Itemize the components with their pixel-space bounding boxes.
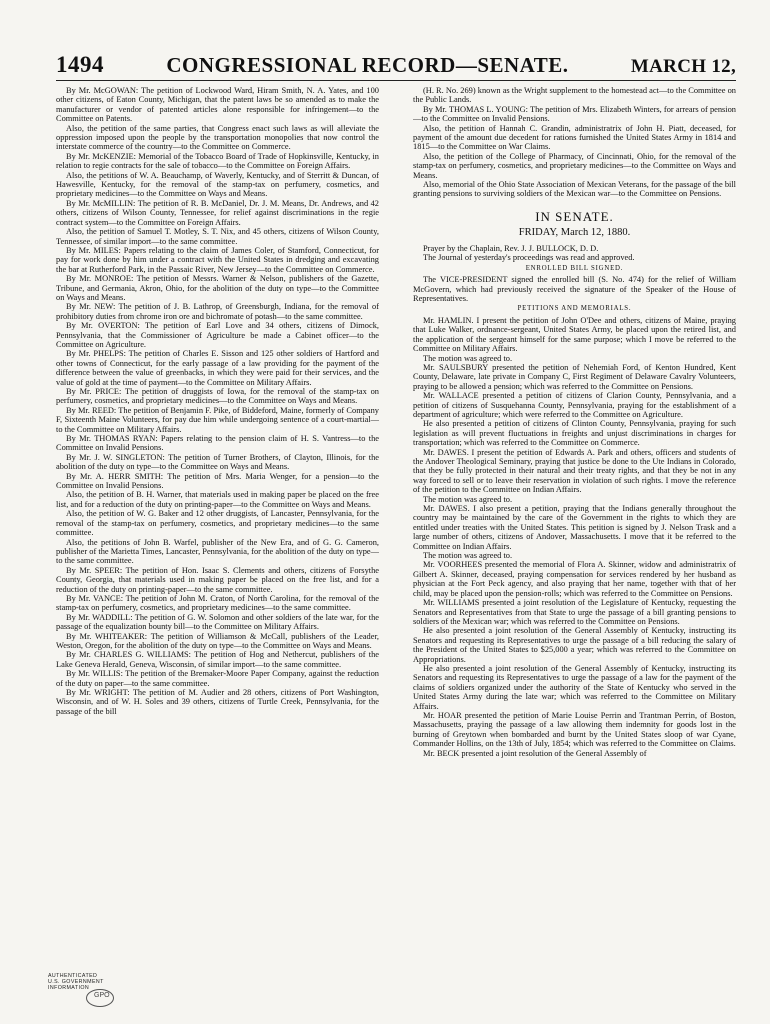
paragraph: Also, the petition of the College of Pharmacy, of Cincinnati, Ohio, for the removal of the stamp-tax on perfumery, cosmetics, and proprietary medicines—to the Committee on Ways and Means. [413, 151, 736, 180]
paragraph: He also presented a joint resolution of the General Assembly of Kentucky, instructing its Senators and requesting its Representatives to urge the passage of a law for the payment of the claims of soldiers organized under the authority of the State of Kentucky who served in the United States Army during the late war; which was referred to the Committee on Military Affairs. [413, 663, 736, 711]
page-header [56, 44, 736, 78]
paragraph: Also, the petitions of W. A. Beauchamp, of Waverly, Kentucky, and of Sterritt & Duncan, of Hawesville, Kentucky, for the removal of the stamp-tax on perfumery, cosmetics, and proprietary medicines—to the Committee on Ways and Means. [56, 170, 379, 199]
paragraph: Also, memorial of the Ohio State Association of Mexican Veterans, for the passage of the bill granting pensions to surviving soldiers of the Mexican war—to the Committee on Pensions. [413, 180, 736, 199]
left-column [56, 86, 379, 960]
paragraph: The motion was agreed to. [423, 353, 513, 363]
senate-heading: IN SENATE. [535, 208, 614, 224]
page-number: 1494 [56, 52, 104, 77]
paragraph: Mr. BECK presented a joint resolution of the General Assembly of [423, 748, 647, 758]
paragraph: He also presented a joint resolution of the General Assembly of Kentucky, instructing its Senators and requesting its Representatives to urge the passage of a bill reducing the salary of the President of the United States to $25,000 a year; which was referred to the Committee on Appropriations. [413, 626, 736, 664]
session-date: FRIDAY, March 12, 1880. [518, 226, 631, 238]
paragraph: Mr. HAMLIN. I present the petition of John O'Dee and others, citizens of Maine, praying that Luke Walker, ordnance-sergeant, United States Army, be placed upon the retired list, and the application of the sergeant himself for the same purpose; which I move be referred to the Committee on Military Affairs. [413, 315, 736, 354]
paragraph: Mr. VOORHEES presented the memorial of Flora A. Skinner, widow and administratrix of Gilbert A. Skinner, deceased, praying compensation for services rendered by her husband as physician at the Fort Peck agency, and also praying that her name, together with that of her child, may be placed upon the pension-rolls; which was referred to the Committee on Pensions. [413, 560, 736, 598]
senate-section [413, 209, 736, 758]
paragraph: By Mr. VANCE: The petition of John M. Craton, of North Carolina, for the removal of the stamp-tax on perfumery, cosmetics, and proprietary medicines—to the same committee. [56, 593, 379, 613]
paragraph: The motion was agreed to. [423, 551, 513, 561]
seal-line: AUTHENTICATED [48, 973, 98, 979]
paragraph: By Mr. J. W. SINGLETON: The petition of Turner Brothers, of Clayton, Illinois, for the abolition of the duty on type—to the Committee on Ways and Means. [56, 452, 379, 472]
seal-text [48, 973, 138, 992]
paragraph: By Mr. PHELPS: The petition of Charles E. Sisson and 125 other soldiers of Hartford and other towns of Connecticut, for the early passage of a law providing for the payment of the difference between the value of greenbacks, in which they were paid for their services, and the value of gold at the time of payment—to the Committee on Military Affairs. [56, 349, 379, 387]
paragraph: By Mr. MILES: Papers relating to the claim of James Coler, of Stamford, Connecticut, for pay for work done by him under a contract with the United States in dredging and excavating the bar at Rutherford Park, in the Passaic River, New Jersey—to the Committee on Commerce. [56, 245, 379, 274]
paragraph: By Mr. McMILLIN: The petition of R. B. McDaniel, Dr. J. M. Means, Dr. Andrews, and 42 others, citizens of Wilson County, Tennessee, for relief against discriminations in the regie contract system—to the Committee on Foreign Affairs. [56, 198, 379, 227]
running-title: CONGRESSIONAL RECORD—SENATE. [166, 53, 569, 77]
seal-line: INFORMATION [48, 985, 90, 992]
enrolled-bill-heading: ENROLLED BILL SIGNED. [525, 264, 624, 272]
paragraph: By Mr. WRIGHT: The petition of M. Audier and 28 others, citizens of Port Washington, Wisconsin, and of W. H. Soles and 39 others, citizens of Turtle Creek, Pennsylvania, for the passage of the bill [56, 688, 379, 716]
seal-logo: GPO [94, 992, 110, 999]
paragraph: By Mr. NEW: The petition of J. B. Lathrop, of Greensburgh, Indiana, for the removal of prohibitory duties from chrome iron ore and bichromate of potash—to the same committee. [56, 302, 379, 321]
journal-line: The Journal of yesterday's proceedings was read and approved. [423, 253, 635, 263]
petitions-heading: PETITIONS AND MEMORIALS. [517, 305, 632, 313]
paragraph: Also, the petition of Samuel T. Motley, S. T. Nix, and 45 others, citizens of Wilson County, Tennessee, of similar import—to the same committee. [56, 227, 379, 246]
gpo-authentication-seal [40, 965, 136, 1009]
paragraph: He also presented a petition of citizens of Clinton County, Pennsylvania, praying for such legislation as will prevent fluctuations in freights and unjust discriminations in charges for transportation; which was referred to the Committee on Commerce. [413, 419, 736, 448]
prayer-line: Prayer by the Chaplain, Rev. J. J. BULLOCK, D. D. [423, 243, 599, 253]
paragraph: Also, the petition of B. H. Warner, that materials used in making paper be placed on the free list, and for a reduction of the duty on printing-paper—to the Committee on Ways and Means. [56, 490, 379, 509]
paragraph: The motion was agreed to. [423, 494, 513, 504]
paragraph: By Mr. McKENZIE: Memorial of the Tobacco Board of Trade of Hopkinsville, Kentucky, in relation to regie contracts for the sale of tobacco—to the Committee on Foreign Affairs. [56, 151, 379, 171]
paragraph: Mr. WALLACE presented a petition of citizens of Clarion County, Pennsylvania, and a petition of citizens of Susquehanna County, Pennsylvania, praying for the establishment of a department of agriculture; which were referred to the Committee on Agriculture. [413, 391, 736, 419]
senate-petitions [413, 316, 736, 758]
paragraph: Also, the petitions of John B. Warfel, publisher of the New Era, and of G. G. Cameron, publisher of the Marietta Times, Lancaster, Pennsylvania, for the abolition of the duty on type—to the same committee. [56, 537, 379, 566]
paragraph: Also, the petition of Hannah C. Grandin, administratrix of John H. Piatt, deceased, for payment of the amount due decedent for rations furnished the United States Army in 1814 and 1815—to the Committee on War Claims. [413, 123, 736, 152]
paragraph: By Mr. PRICE: The petition of druggists of Iowa, for the removal of the stamp-tax on perfumery, cosmetics, and proprietary medicines—to the Committee on Ways and Means. [56, 387, 379, 406]
paragraph: Mr. SAULSBURY presented the petition of Nehemiah Ford, of Kenton Hundred, Kent County, Delaware, late private in Company C, First Regiment of Delaware Cavalry Volunteers, praying to be allowed a pension; which was referred to the Committee on Pensions. [413, 362, 736, 391]
header-rule [56, 80, 736, 81]
paragraph: Mr. WILLIAMS presented a joint resolution of the Legislature of Kentucky, requesting the Senators and Representatives from that State to urge the passage of a bill granting pensions to soldiers of the Mexican war; which was referred to the Committee on Pensions. [413, 598, 736, 626]
paragraph: By Mr. CHARLES G. WILLIAMS: The petition of Hog and Nethercut, publishers of the Lake Geneva Herald, Geneva, Wisconsin, of similar import—to the same committee. [56, 650, 379, 669]
paragraph: Also, the petition of W. G. Baker and 12 other druggists, of Lancaster, Pennsylvania, for the removal of the stamp-tax on perfumery, cosmetics, and proprietary medicines—to the same committee. [56, 509, 379, 538]
paragraph: Mr. DAWES. I present the petition of Edwards A. Park and others, officers and students of the Andover Theological Seminary, praying that justice be done to the Ute Indians in Colorado, that they be fully protected in their natural and their treaty rights, and that they be not in any way forced to sell or to leave their reservation in violation of such rights. I move the reference of the petition to the Committee on Indian Affairs. [413, 447, 736, 495]
paragraph: (H. R. No. 269) known as the Wright supplement to the homestead act—to the Committee on the Public Lands. [413, 86, 736, 105]
paragraph: By Mr. OVERTON: The petition of Earl Love and 34 others, citizens of Dimock, Pennsylvania, that the Commissioner of Agriculture be made a Cabinet officer—to the Committee on Agriculture. [56, 321, 379, 349]
paragraph: By Mr. THOMAS RYAN: Papers relating to the pension claim of H. S. Vantress—to the Committee on Invalid Pensions. [56, 434, 379, 453]
paragraph: By Mr. SPEER: The petition of Hon. Isaac S. Clements and others, citizens of Forsythe County, Georgia, that materials used in making paper be placed on the free list, and for a reduction of the duty on printing-paper—to the same committee. [56, 565, 379, 594]
paragraph: Mr. HOAR presented the petition of Marie Louise Perrin and Trantman Perrin, of Boston, Massachusetts, praying the passage of a law allowing them indemnity for goods lost in the burning of Greytown when bombarded and burnt by the United States sloop of war Cyane, Commander Hollins, on the 13th of July, 1854; which was referred to the Committee on Claims. [413, 710, 736, 749]
paragraph: By Mr. MONROE: The petition of Messrs. Warner & Nelson, publishers of the Gazette, Tribune, and Germania, Akron, Ohio, for the abolition of the duty on type—to the Committee on Ways and Means. [56, 274, 379, 302]
right-column-continuation [413, 86, 736, 199]
paragraph: Mr. DAWES. I also present a petition, praying that the Indians generally throughout the country may be maintained by the care of the Government in the rights to which they are entitled under treaties with the United States. This petition is signed by J. Nelson Trask and a large number of others, citizens of Andover, Massachusetts. I move that it be referred to the Committee on Indian Affairs. [413, 504, 736, 551]
enrolled-bill-text: The VICE-PRESIDENT signed the enrolled bill (S. No. 474) for the relief of William McGovern, which had previously received the signature of the Speaker of the House of Representatives. [413, 275, 736, 303]
right-column [413, 86, 736, 960]
paragraph: By Mr. WILLIS: The petition of the Bremaker-Moore Paper Company, against the reduction of the duty on paper—to the same committee. [56, 669, 379, 688]
paragraph: By Mr. WADDILL: The petition of G. W. Solomon and other soldiers of the late war, for the passage of the equalization bounty bill—to the Committee on Military Affairs. [56, 612, 379, 632]
paragraph: By Mr. WHITEAKER: The petition of Williamson & McCall, publishers of the Leader, Weston, Oregon, for the abolition of the duty on type—to the Committee on Ways and Means. [56, 631, 379, 650]
seal-line: U.S. GOVERNMENT [48, 979, 104, 986]
paragraph: Also, the petition of the same parties, that Congress enact such laws as will alleviate the oppression imposed upon the people by the transportation monopolies that now control the interstate commerce of the country—to the Committee on Commerce. [56, 123, 379, 152]
paragraph: By Mr. THOMAS L. YOUNG: The petition of Mrs. Elizabeth Winters, for arrears of pension—to the Committee on Invalid Pensions. [413, 104, 736, 124]
paragraph: By Mr. A. HERR SMITH: The petition of Mrs. Maria Wenger, for a pension—to the Committee on Invalid Pensions. [56, 471, 379, 491]
header-date: MARCH 12, [630, 56, 736, 77]
paragraph: By Mr. REED: The petition of Benjamin F. Pike, of Biddeford, Maine, formerly of Company F, Sixteenth Maine Volunteers, for pay due him while undergoing sentence of a court-martial—to the Committee on Military Affairs. [56, 405, 379, 434]
paragraph: By Mr. McGOWAN: The petition of Lockwood Ward, Hiram Smith, N. A. Yates, and 100 other citizens, of Eaton County, Michigan, that the patent laws be so amended as to make the manufacturer or vendor of patented articles alone responsible for infringement—to the Committee on Patents. [56, 86, 379, 124]
